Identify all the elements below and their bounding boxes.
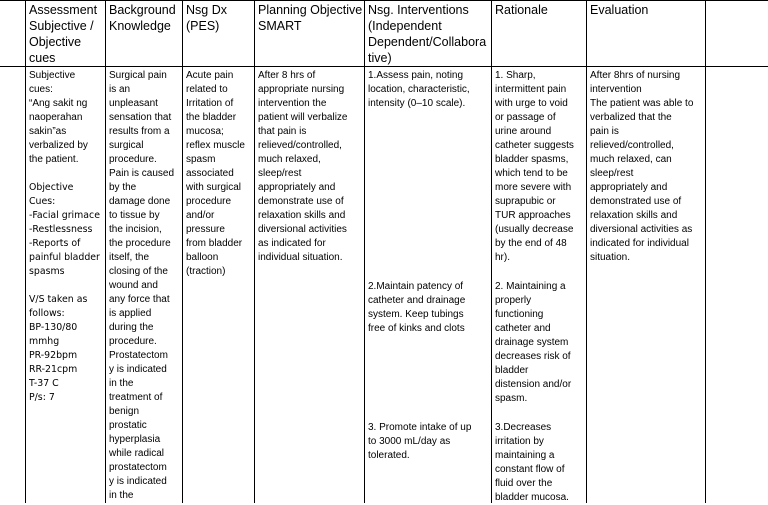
table-top-border — [0, 0, 768, 1]
column-divider-0 — [25, 0, 26, 503]
header-assessment: Assessment Subjective / Objective cues — [29, 3, 98, 65]
column-divider-2 — [182, 0, 183, 503]
column-divider-5 — [491, 0, 492, 503]
background-knowledge-text: Surgical pain is an unpleasant sensation that results from a surgical procedure. Pain is caused by the damage done to tissue by the incision, the procedure itself, the closing of the wound and any force that is applied during the procedure. Prostatectom y is indicated in the treatment of benign prostatic hyperplasia while radical prostatectom y is indicated in the — [109, 70, 175, 501]
header-row-divider — [0, 66, 768, 67]
assessment-objective-cues: Objective Cues: -Facial grimace -Restlessness -Reports of painful bladder spasms — [29, 182, 100, 277]
rationale-1: 1. Sharp, intermittent pain with urge to void or passage of urine around catheter suggests bladder spasms, which tend to be more severe with suprapubic or TUR approaches (usually decrease by the end of 48 hr). — [495, 70, 574, 263]
assessment-vital-signs: V/S taken as follows: BP-130/80 mmhg PR-92bpm RR-21cpm T-37 C P/s: 7 — [29, 294, 88, 403]
column-divider-4 — [364, 0, 365, 503]
nursing-diagnosis-text: Acute pain related to Irritation of the bladder mucosa; reflex muscle spasm associated with surgical procedure and/or pressure from bladder balloon (traction) — [186, 70, 245, 277]
column-divider-1 — [105, 0, 106, 503]
planning-objective-text: After 8 hrs of appropriate nursing intervention the patient will verbalize that pain is relieved/controlled, much relaxed, sleep/rest appropriately and demonstrate use of relaxation skills and diversional activities as indicated for individual situation. — [258, 70, 348, 263]
column-divider-3 — [254, 0, 255, 503]
intervention-1: 1.Assess pain, noting location, characteristic, intensity (0–10 scale). — [368, 70, 470, 109]
intervention-3: 3. Promote intake of up to 3000 mL/day as tolerated. — [368, 422, 472, 461]
rationale-2: 2. Maintaining a properly functioning catheter and drainage system decreases risk of bladder distension and/or spasm. — [495, 281, 572, 404]
header-rationale: Rationale — [495, 3, 548, 17]
evaluation-text: After 8hrs of nursing intervention The patient was able to verbalized that the pain is relieved/controlled, much relaxed, can sleep/rest appropriately and demonstrated use of relaxation skills and diversional activities as indicated for individual situation. — [590, 70, 694, 263]
assessment-subjective-cues: Subjective cues: “Ang sakit ng naoperahan sakin”as verbalized by the patient. — [29, 70, 88, 165]
header-evaluation: Evaluation — [590, 3, 649, 17]
header-interventions: Nsg. Interventions (Independent Dependent/Collabora tive) — [368, 3, 487, 65]
header-nsg-dx: Nsg Dx (PES) — [186, 3, 227, 33]
header-planning: Planning Objective SMART — [258, 3, 363, 33]
column-divider-7 — [705, 0, 706, 503]
column-divider-6 — [586, 0, 587, 503]
header-background: Background Knowledge — [109, 3, 176, 33]
rationale-3: 3.Decreases irritation by maintaining a constant flow of fluid over the bladder mucosa. — [495, 422, 569, 503]
intervention-2: 2.Maintain patency of catheter and drainage system. Keep tubings free of kinks and clots — [368, 281, 466, 334]
